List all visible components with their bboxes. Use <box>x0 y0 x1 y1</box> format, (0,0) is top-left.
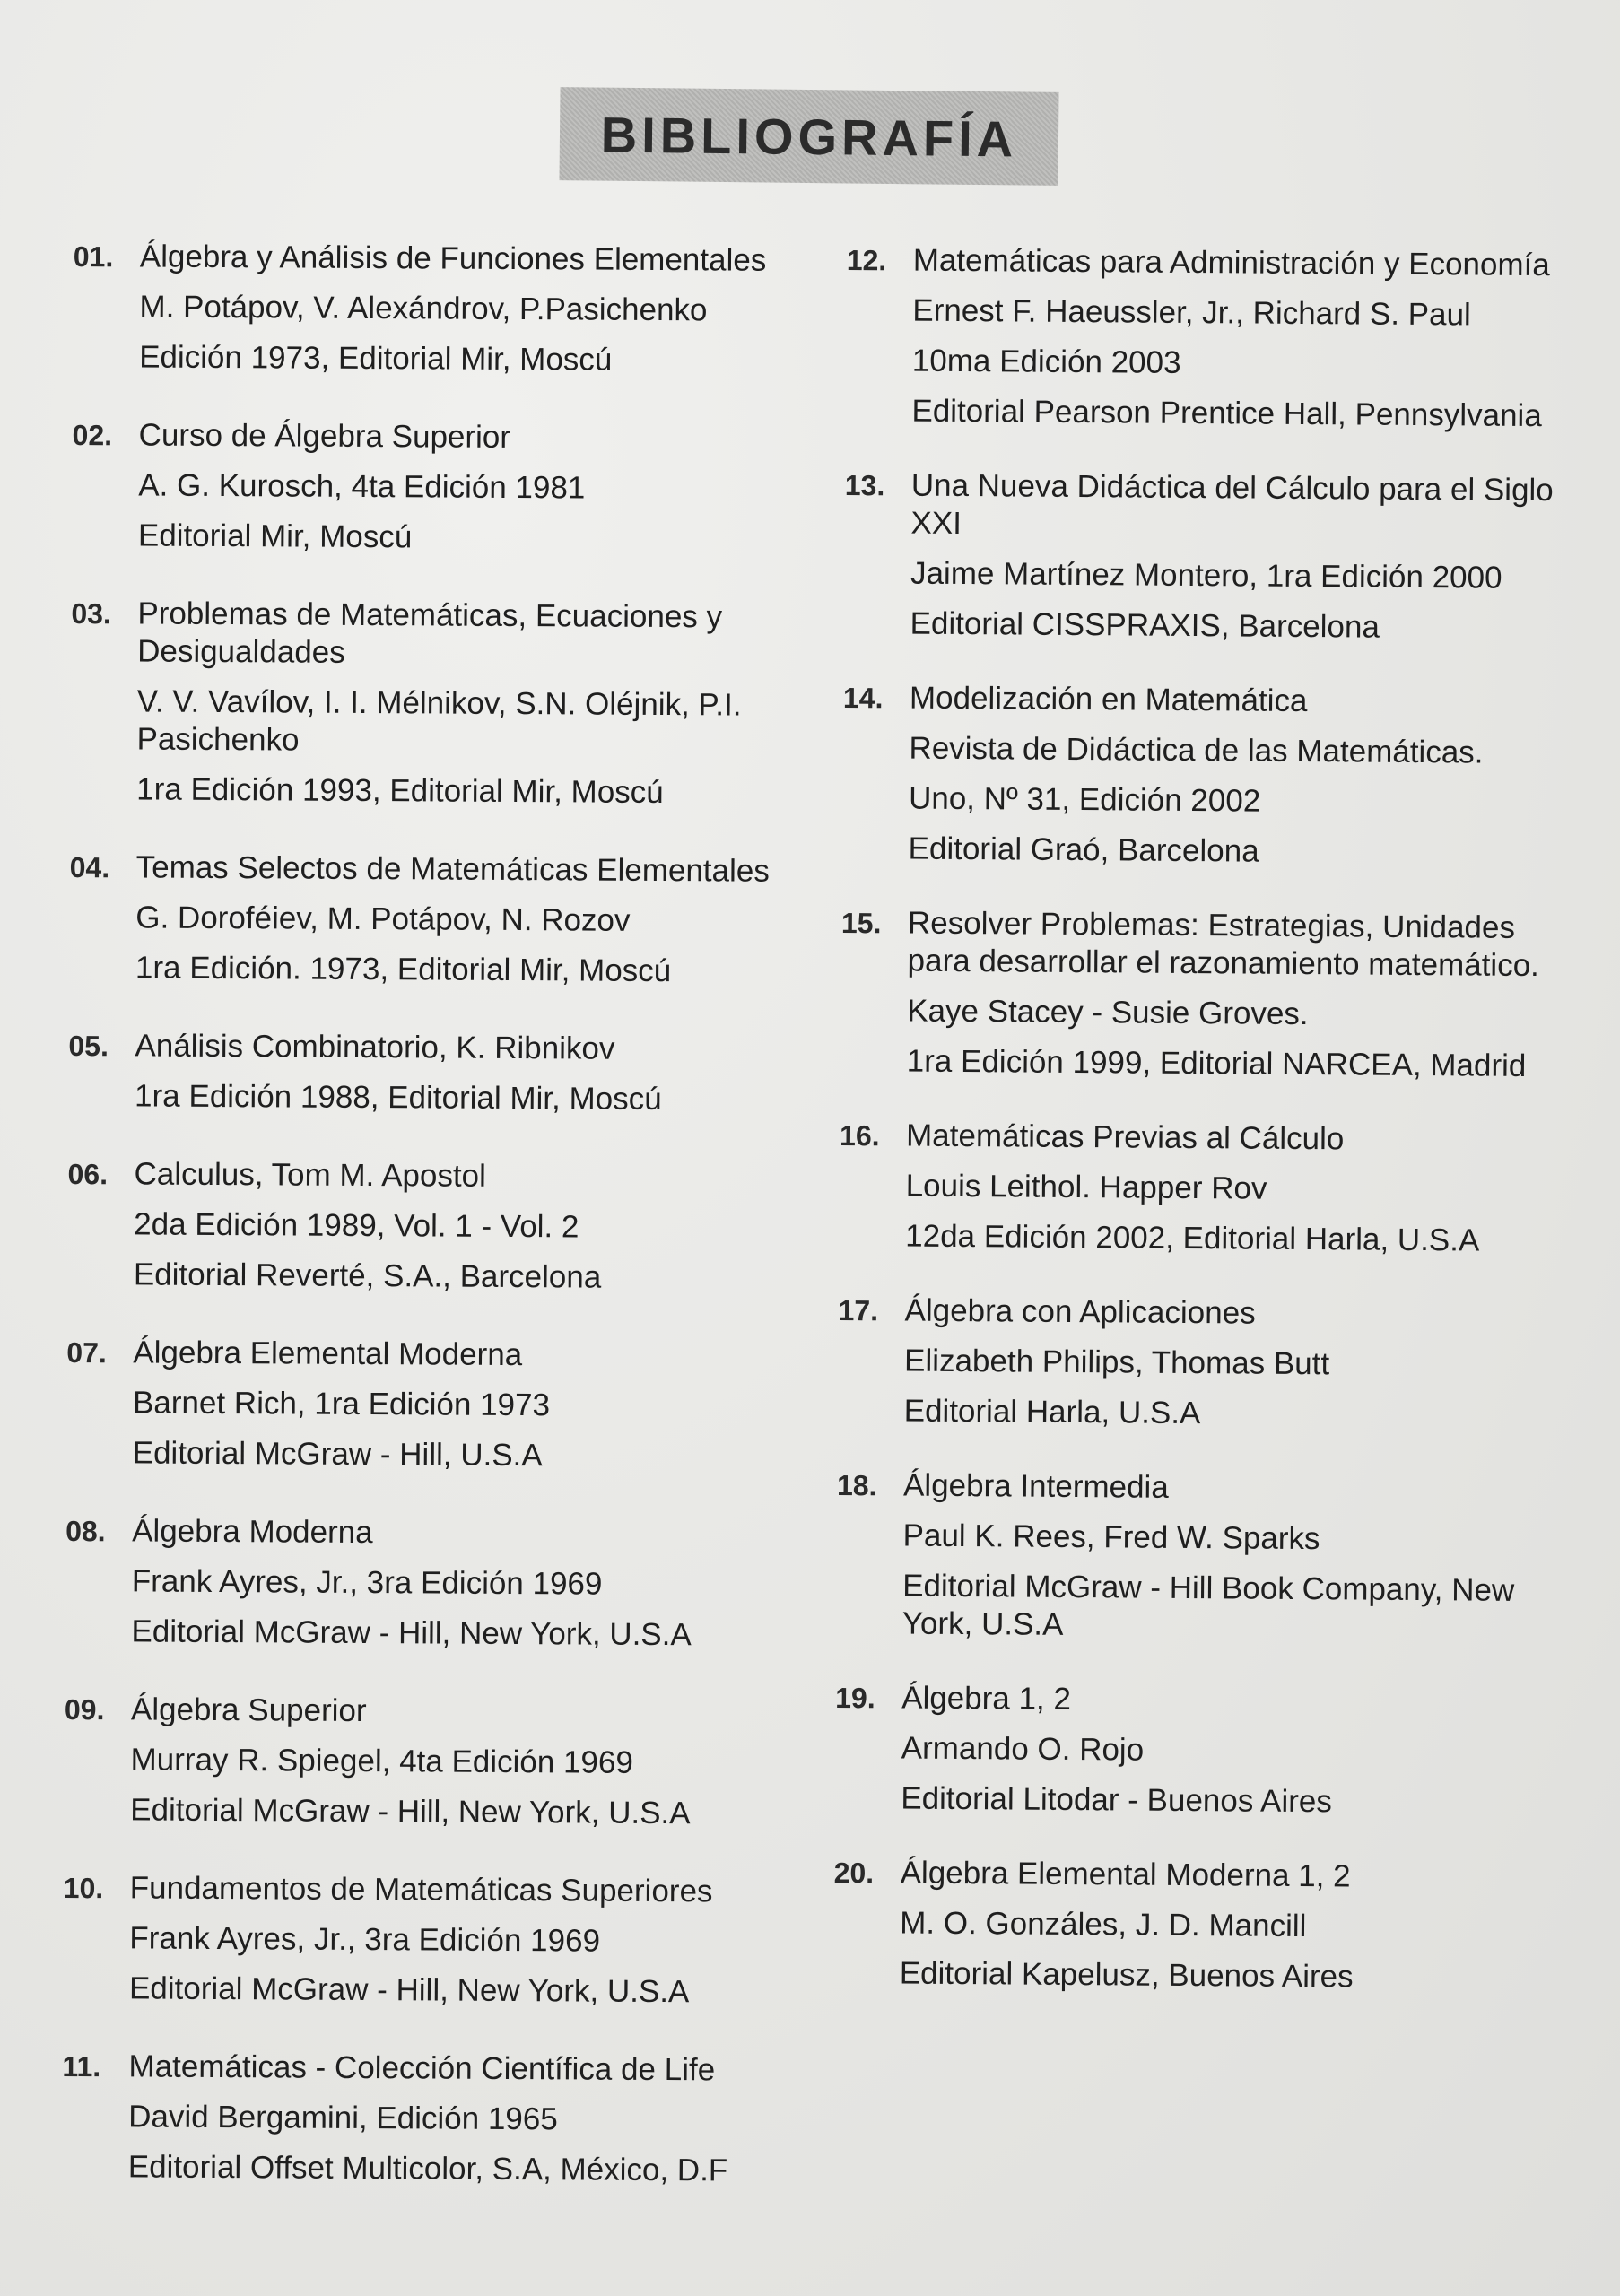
page-title: BIBLIOGRAFÍA <box>600 106 1018 167</box>
entry-number: 06. <box>67 1157 109 1191</box>
entry-lines <box>133 1327 803 1483</box>
bibliography-entry <box>62 2041 798 2196</box>
entry-line: Elizabeth Philips, Thomas Butt <box>903 1343 1330 1382</box>
bibliography-entry <box>836 1460 1555 1654</box>
bibliography-entry <box>69 842 806 997</box>
entry-line: Editorial McGraw - Hill, New York, U.S.A <box>128 1970 690 2010</box>
entry-lines <box>134 1149 804 1304</box>
entry-line: A. G. Kurosch, 4ta Edición 1981 <box>138 467 586 506</box>
entry-line: Revista de Didáctica de las Matemáticas. <box>909 730 1484 770</box>
bibliography-entry <box>843 460 1563 654</box>
entry-number: 20. <box>833 1856 875 1890</box>
entry-line: Editorial McGraw - Hill, New York, U.S.A <box>130 1792 691 1831</box>
entry-line: Armando O. Rojo <box>901 1730 1145 1768</box>
entry-line: Matemáticas para Administración y Economía <box>912 242 1550 283</box>
entry-line: Calculus, Tom M. Apostol <box>134 1156 487 1194</box>
entry-line: Paul K. Rees, Fred W. Sparks <box>902 1518 1320 1557</box>
entry-line: Álgebra 1, 2 <box>901 1680 1072 1718</box>
entry-number: 08. <box>65 1514 106 1548</box>
entry-line: Ernest F. Haeussler, Jr., Richard S. Paul <box>912 292 1471 333</box>
bibliography-entry <box>65 1506 801 1661</box>
entry-number: 17. <box>838 1293 879 1327</box>
entry-number: 09. <box>64 1692 105 1726</box>
entry-line: Matemáticas Previas al Cálculo <box>905 1118 1345 1157</box>
bibliography-entry <box>67 1149 804 1304</box>
bibliography-entry <box>68 1021 805 1126</box>
entry-line: M. Potápov, V. Alexándrov, P.Pasichenko <box>139 289 708 328</box>
entry-line: Edición 1973, Editorial Mir, Moscú <box>139 339 613 378</box>
entry-lines <box>138 410 808 565</box>
bibliography-entry <box>73 231 809 387</box>
entry-line: Murray R. Spiegel, 4ta Edición 1969 <box>130 1742 634 1780</box>
entry-lines <box>902 1461 1555 1655</box>
bibliography-entry <box>66 1327 803 1483</box>
page-title-box <box>559 87 1058 186</box>
entry-line: Álgebra Elemental Moderna 1, 2 <box>900 1855 1351 1894</box>
bibliography-entry <box>833 1848 1552 2004</box>
entry-line: 1ra Edición 1999, Editorial NARCEA, Madrid <box>906 1043 1527 1083</box>
entry-number: 04. <box>69 850 110 884</box>
entry-lines <box>905 1111 1557 1267</box>
entry-line: Kaye Stacey - Susie Groves. <box>907 993 1309 1032</box>
entry-line: Editorial CISSPRAXIS, Barcelona <box>910 605 1380 645</box>
entry-line: Uno, Nº 31, Edición 2002 <box>908 780 1261 819</box>
entry-line: Álgebra Superior <box>130 1692 367 1729</box>
entry-line: Editorial McGraw - Hill, U.S.A <box>132 1435 543 1474</box>
entry-line: Frank Ayres, Jr., 3ra Edición 1969 <box>129 1920 601 1959</box>
entry-line: David Bergamini, Edición 1965 <box>128 2099 558 2137</box>
entry-line: Álgebra y Análisis de Funciones Elementales <box>139 239 767 278</box>
bibliography-entry <box>70 588 807 819</box>
entry-line: Problemas de Matemáticas, Ecuaciones y Desigualdades <box>137 596 723 670</box>
entry-lines <box>911 236 1564 442</box>
left-column <box>61 231 809 2224</box>
entry-number: 18. <box>836 1468 877 1502</box>
entry-number: 01. <box>73 239 114 274</box>
entry-line: Fundamentos de Matemáticas Superiores <box>129 1870 713 1909</box>
entry-line: 12da Edición 2002, Editorial Harla, U.S.A <box>905 1218 1480 1258</box>
bibliography-entry <box>837 1285 1555 1441</box>
entry-number: 02. <box>72 418 113 452</box>
entry-number: 11. <box>62 2049 101 2083</box>
entry-line: 1ra Edición 1988, Editorial Mir, Moscú <box>134 1078 662 1118</box>
entry-lines <box>907 899 1560 1092</box>
entry-lines <box>900 1848 1552 2005</box>
bibliography-entry <box>834 1673 1553 1829</box>
entry-lines <box>128 2041 798 2196</box>
entry-line: Curso de Álgebra Superior <box>138 417 511 455</box>
bibliography-entry <box>72 410 808 565</box>
entry-lines <box>135 1021 805 1126</box>
entry-lines <box>136 588 807 819</box>
entry-lines <box>910 461 1563 655</box>
entry-line: Matemáticas - Colección Científica de Life <box>128 2048 716 2088</box>
bibliography-entry <box>64 1684 800 1839</box>
entry-line: Editorial McGraw - Hill, New York, U.S.A <box>131 1613 692 1653</box>
entry-line: Barnet Rich, 1ra Edición 1973 <box>132 1385 551 1423</box>
entry-lines <box>903 1286 1555 1442</box>
entry-line: Louis Leithol. Happer Rov <box>905 1168 1267 1206</box>
entry-line: Una Nueva Didáctica del Cálculo para el Siglo XXI <box>910 467 1554 542</box>
entry-lines <box>130 1684 800 1839</box>
entry-line: Modelización en Matemática <box>909 680 1308 719</box>
right-column <box>832 235 1564 2028</box>
entry-number: 10. <box>63 1871 104 1905</box>
entry-number: 12. <box>846 243 887 277</box>
entry-line: 2da Edición 1989, Vol. 1 - Vol. 2 <box>134 1206 579 1245</box>
entry-line: Editorial Offset Multicolor, S.A, México, D.F <box>127 2149 728 2188</box>
entry-line: Frank Ayres, Jr., 3ra Edición 1969 <box>131 1563 603 1602</box>
entry-number: 03. <box>71 596 111 631</box>
entry-line: Álgebra Elemental Moderna <box>133 1335 523 1373</box>
bibliography-entry <box>841 673 1561 879</box>
bibliography-entry <box>845 235 1564 441</box>
entry-line: Editorial Harla, U.S.A <box>903 1393 1201 1431</box>
entry-lines <box>139 231 809 387</box>
entry-lines <box>135 842 806 997</box>
bibliography-entry <box>63 1863 799 2018</box>
entry-line: Álgebra con Aplicaciones <box>904 1292 1256 1331</box>
entry-line: Análisis Combinatorio, K. Ribnikov <box>135 1028 615 1066</box>
entry-lines <box>131 1506 801 1661</box>
entry-lines <box>901 1674 1553 1830</box>
entry-line: Temas Selectos de Matemáticas Elementales <box>135 849 770 889</box>
entry-line: G. Doroféiev, M. Potápov, N. Rozov <box>135 900 631 938</box>
entry-number: 19. <box>835 1681 875 1715</box>
entry-number: 13. <box>844 468 885 502</box>
bibliography-entry <box>839 1110 1557 1266</box>
entry-line: Álgebra Moderna <box>132 1513 373 1551</box>
entry-line: M. O. Gonzáles, J. D. Mancill <box>900 1905 1307 1944</box>
entry-line: Editorial Kapelusz, Buenos Aires <box>899 1955 1354 1995</box>
entry-line: Editorial Pearson Prentice Hall, Pennsylvania <box>911 393 1542 434</box>
entry-number: 05. <box>68 1029 109 1063</box>
entry-line: Editorial Reverté, S.A., Barcelona <box>133 1257 602 1295</box>
entry-line: 10ma Edición 2003 <box>911 343 1181 380</box>
entry-line: Editorial Litodar - Buenos Aires <box>901 1780 1332 1820</box>
entry-lines <box>908 674 1561 880</box>
entry-number: 07. <box>66 1335 107 1370</box>
entry-number: 14. <box>842 681 884 715</box>
entry-line: Resolver Problemas: Estrategias, Unidades para desarrollar el razonamiento matemático. <box>907 905 1540 984</box>
entry-line: Editorial Mir, Moscú <box>137 517 413 555</box>
bibliography-entry <box>840 898 1560 1091</box>
entry-number: 16. <box>839 1118 880 1152</box>
entry-line: Álgebra Intermedia <box>902 1467 1169 1505</box>
entry-line: 1ra Edición. 1973, Editorial Mir, Moscú <box>135 950 672 989</box>
entry-line: Editorial McGraw - Hill Book Company, New York, U.S.A <box>901 1568 1515 1642</box>
entry-lines <box>129 1863 799 2018</box>
entry-line: V. V. Vavílov, I. I. Mélnikov, S.N. Oléjnik, P.I. Pasichenko <box>136 683 742 758</box>
entry-number: 15. <box>840 906 882 940</box>
entry-line: 1ra Edición 1993, Editorial Mir, Moscú <box>136 771 664 811</box>
entry-line: Editorial Graó, Barcelona <box>908 831 1259 869</box>
entry-line: Jaime Martínez Montero, 1ra Edición 2000 <box>910 555 1502 596</box>
